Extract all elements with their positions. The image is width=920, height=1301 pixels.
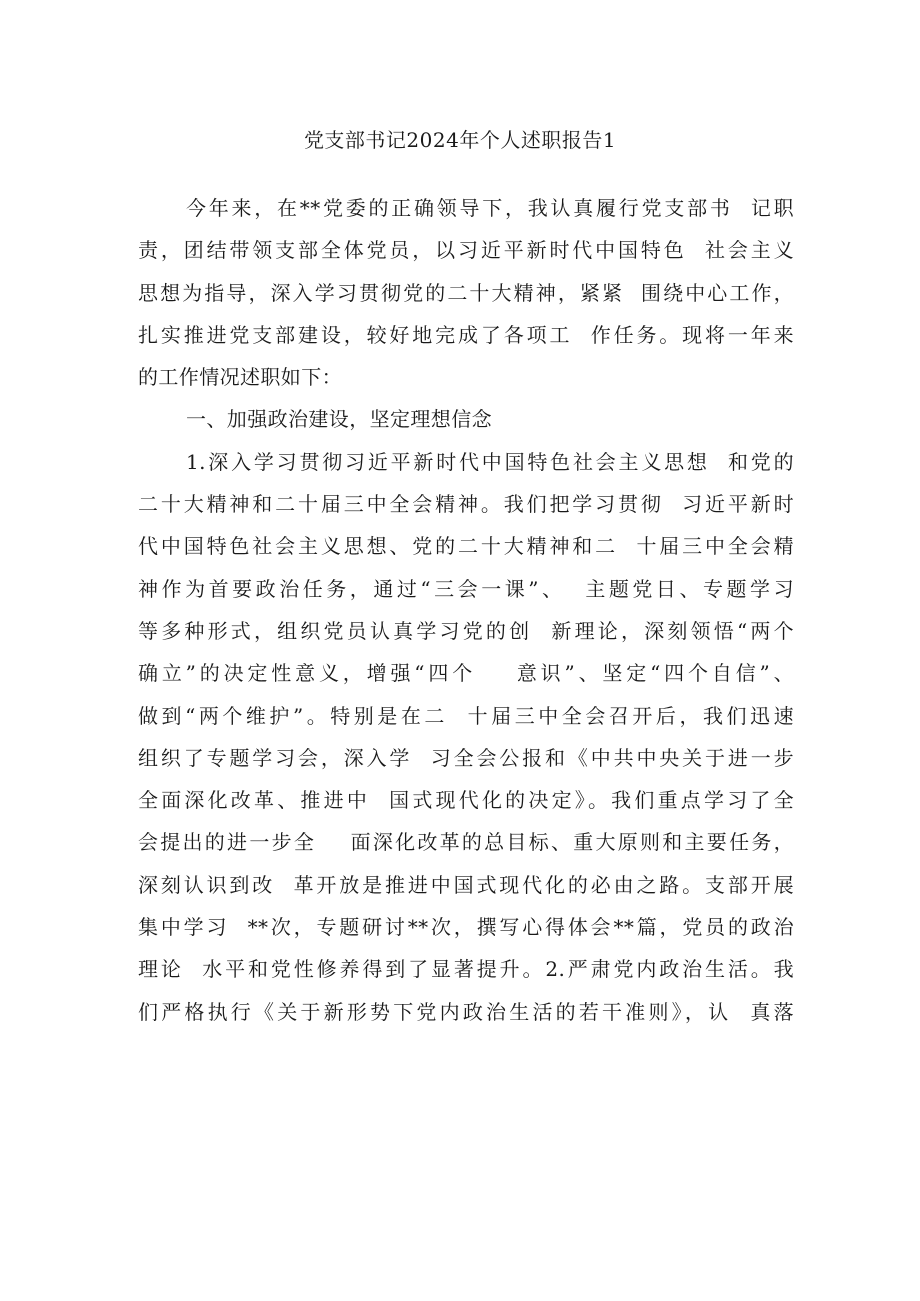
text-line: 全面深化改革、推进中 国式现代化的决定》。我们重点学习了全: [138, 788, 794, 813]
text-line: 深刻认识到改 革开放是推进中国式现代化的必由之路。支部开展: [138, 872, 794, 897]
text-line: 等多种形式，组织党员认真学习党的创 新理论，深刻领悟“两个: [138, 618, 794, 643]
text-line: 会提出的进一步全 面深化改革的总目标、重大原则和主要任务，: [138, 830, 794, 855]
text-line: 做到“两个维护”。特别是在二 十届三中全会召开后，我们迅速: [138, 703, 794, 728]
text-line: 责，团结带领支部全体党员，以习近平新时代中国特色 社会主义: [138, 238, 794, 263]
text-line: 扎实推进党支部建设，较好地完成了各项工 作任务。现将一年来: [138, 322, 794, 347]
document-title: 党支部书记2024年个人述职报告1: [303, 128, 617, 152]
text-line: 代中国特色社会主义思想、党的二十大精神和二 十届三中全会精: [138, 534, 794, 559]
text-line: 神作为首要政治任务，通过“三会一课”、 主题党日、专题学习: [138, 576, 794, 601]
text-line: 集中学习 **次，专题研讨**次，撰写心得体会**篇，党员的政治: [138, 915, 794, 940]
text-line: 思想为指导，深入学习贯彻党的二十大精神，紧紧 围绕中心工作，: [138, 280, 794, 305]
text-line: 一、加强政治建设，坚定理想信念: [186, 407, 492, 432]
text-line: 二十大精神和二十届三中全会精神。我们把学习贯彻 习近平新时: [138, 492, 794, 517]
text-line: 1.深入学习贯彻习近平新时代中国特色社会主义思想 和党的: [186, 449, 794, 474]
text-line: 们严格执行《关于新形势下党内政治生活的若干准则》，认 真落: [138, 999, 794, 1024]
document-body: [138, 187, 794, 1033]
text-line: 理论 水平和党性修养得到了显著提升。2.严肃党内政治生活。我: [138, 957, 794, 982]
text-line: 组织了专题学习会，深入学 习全会公报和《中共中央关于进一步: [138, 745, 794, 770]
text-line: 确立”的决定性意义，增强“四个 意识”、坚定“四个自信”、: [138, 661, 794, 686]
text-line: 今年来，在**党委的正确领导下，我认真履行党支部书 记职: [186, 196, 794, 220]
text-line: 的工作情况述职如下：: [138, 365, 342, 390]
